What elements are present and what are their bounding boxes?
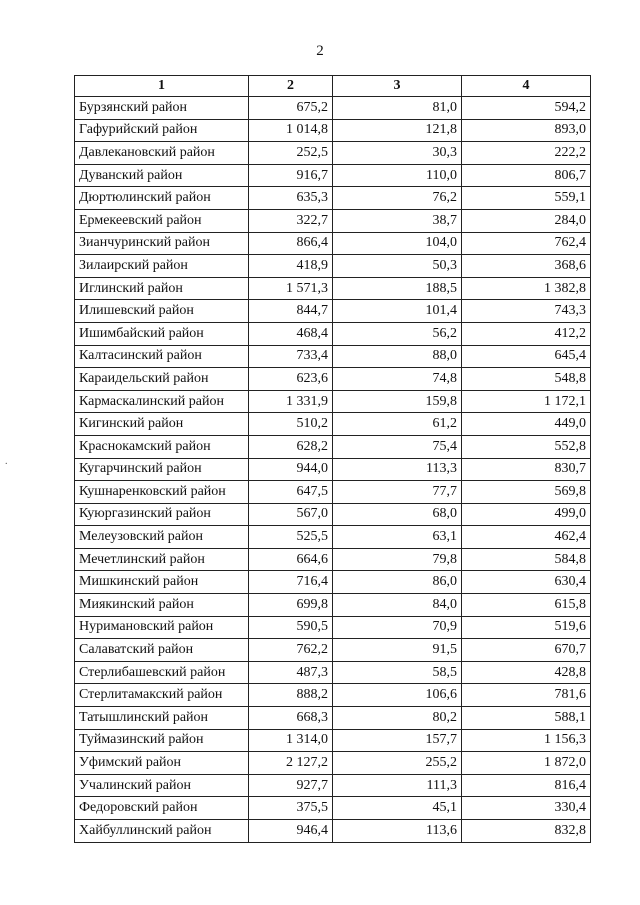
district-name-cell: Иглинский район [75,277,249,300]
district-name-cell: Караидельский район [75,368,249,391]
table-row [75,164,591,187]
value-cell-col3: 63,1 [333,526,462,549]
value-cell-col4: 330,4 [462,797,591,820]
value-cell-col3: 38,7 [333,209,462,232]
district-name-cell: Стерлитамакский район [75,684,249,707]
value-cell-col4: 569,8 [462,481,591,504]
value-cell-col2: 866,4 [249,232,333,255]
value-cell-col2: 668,3 [249,707,333,730]
value-cell-col2: 418,9 [249,255,333,278]
table-row [75,458,591,481]
value-cell-col4: 222,2 [462,142,591,165]
value-cell-col3: 159,8 [333,390,462,413]
value-cell-col4: 743,3 [462,300,591,323]
value-cell-col3: 81,0 [333,97,462,120]
district-name-cell: Туймазинский район [75,729,249,752]
table-row [75,390,591,413]
value-cell-col2: 1 571,3 [249,277,333,300]
table-row [75,616,591,639]
value-cell-col4: 428,8 [462,661,591,684]
value-cell-col3: 121,8 [333,119,462,142]
value-cell-col2: 927,7 [249,774,333,797]
value-cell-col4: 559,1 [462,187,591,210]
district-name-cell: Татышлинский район [75,707,249,730]
value-cell-col3: 157,7 [333,729,462,752]
table-row [75,481,591,504]
table-row [75,548,591,571]
value-cell-col4: 412,2 [462,322,591,345]
value-cell-col2: 468,4 [249,322,333,345]
district-name-cell: Бурзянский район [75,97,249,120]
table-row [75,119,591,142]
table-row [75,752,591,775]
value-cell-col2: 664,6 [249,548,333,571]
value-cell-col3: 91,5 [333,639,462,662]
value-cell-col4: 1 382,8 [462,277,591,300]
value-cell-col4: 1 156,3 [462,729,591,752]
value-cell-col2: 699,8 [249,594,333,617]
table-row [75,345,591,368]
table-row [75,594,591,617]
value-cell-col4: 806,7 [462,164,591,187]
value-cell-col2: 844,7 [249,300,333,323]
value-cell-col2: 647,5 [249,481,333,504]
district-name-cell: Куюргазинский район [75,503,249,526]
value-cell-col2: 675,2 [249,97,333,120]
district-name-cell: Дюртюлинский район [75,187,249,210]
value-cell-col4: 830,7 [462,458,591,481]
district-name-cell: Ермекеевский район [75,209,249,232]
value-cell-col2: 322,7 [249,209,333,232]
district-name-cell: Давлекановский район [75,142,249,165]
value-cell-col2: 567,0 [249,503,333,526]
value-cell-col3: 68,0 [333,503,462,526]
value-cell-col4: 615,8 [462,594,591,617]
district-name-cell: Мелеузовский район [75,526,249,549]
district-name-cell: Зианчуринский район [75,232,249,255]
table-row [75,232,591,255]
table-row [75,368,591,391]
district-name-cell: Уфимский район [75,752,249,775]
value-cell-col2: 888,2 [249,684,333,707]
value-cell-col4: 645,4 [462,345,591,368]
value-cell-col3: 70,9 [333,616,462,639]
district-name-cell: Миякинский район [75,594,249,617]
value-cell-col3: 76,2 [333,187,462,210]
value-cell-col3: 80,2 [333,707,462,730]
table-row [75,503,591,526]
table-row [75,661,591,684]
value-cell-col3: 188,5 [333,277,462,300]
table-row [75,684,591,707]
value-cell-col2: 487,3 [249,661,333,684]
table-row [75,209,591,232]
value-cell-col2: 525,5 [249,526,333,549]
value-cell-col2: 252,5 [249,142,333,165]
district-name-cell: Илишевский район [75,300,249,323]
district-table [74,75,591,843]
district-name-cell: Кушнаренковский район [75,481,249,504]
value-cell-col4: 368,6 [462,255,591,278]
table-row [75,97,591,120]
value-cell-col2: 716,4 [249,571,333,594]
table-body [75,97,591,843]
value-cell-col3: 79,8 [333,548,462,571]
value-cell-col4: 1 872,0 [462,752,591,775]
value-cell-col3: 45,1 [333,797,462,820]
value-cell-col3: 58,5 [333,661,462,684]
value-cell-col3: 88,0 [333,345,462,368]
value-cell-col4: 1 172,1 [462,390,591,413]
page-number: 2 [316,43,324,59]
value-cell-col2: 1 014,8 [249,119,333,142]
margin-mark: . [5,456,8,467]
table-row [75,729,591,752]
value-cell-col2: 623,6 [249,368,333,391]
value-cell-col2: 635,3 [249,187,333,210]
column-header-1: 1 [75,76,249,97]
value-cell-col2: 628,2 [249,435,333,458]
column-header-3: 3 [333,76,462,97]
district-name-cell: Ишимбайский район [75,322,249,345]
district-name-cell: Кугарчинский район [75,458,249,481]
table-header-row [75,76,591,97]
value-cell-col4: 781,6 [462,684,591,707]
district-name-cell: Гафурийский район [75,119,249,142]
value-cell-col3: 113,3 [333,458,462,481]
district-name-cell: Краснокамский район [75,435,249,458]
value-cell-col4: 284,0 [462,209,591,232]
value-cell-col4: 893,0 [462,119,591,142]
value-cell-col3: 84,0 [333,594,462,617]
value-cell-col4: 449,0 [462,413,591,436]
district-name-cell: Кармаскалинский район [75,390,249,413]
value-cell-col2: 590,5 [249,616,333,639]
value-cell-col3: 61,2 [333,413,462,436]
district-name-cell: Калтасинский район [75,345,249,368]
district-name-cell: Учалинский район [75,774,249,797]
value-cell-col3: 77,7 [333,481,462,504]
value-cell-col4: 816,4 [462,774,591,797]
value-cell-col2: 1 314,0 [249,729,333,752]
table-row [75,322,591,345]
value-cell-col2: 916,7 [249,164,333,187]
value-cell-col4: 832,8 [462,820,591,843]
column-header-4: 4 [462,76,591,97]
value-cell-col4: 594,2 [462,97,591,120]
value-cell-col3: 56,2 [333,322,462,345]
table-row [75,707,591,730]
value-cell-col4: 552,8 [462,435,591,458]
value-cell-col3: 113,6 [333,820,462,843]
value-cell-col3: 111,3 [333,774,462,797]
value-cell-col4: 519,6 [462,616,591,639]
table-row [75,300,591,323]
value-cell-col4: 762,4 [462,232,591,255]
value-cell-col3: 106,6 [333,684,462,707]
district-name-cell: Нуримановский район [75,616,249,639]
table-row [75,639,591,662]
value-cell-col2: 733,4 [249,345,333,368]
value-cell-col2: 2 127,2 [249,752,333,775]
district-name-cell: Зилаирский район [75,255,249,278]
value-cell-col2: 375,5 [249,797,333,820]
value-cell-col4: 588,1 [462,707,591,730]
value-cell-col3: 30,3 [333,142,462,165]
table-row [75,413,591,436]
value-cell-col4: 670,7 [462,639,591,662]
value-cell-col3: 101,4 [333,300,462,323]
value-cell-col3: 110,0 [333,164,462,187]
table-row [75,435,591,458]
value-cell-col4: 548,8 [462,368,591,391]
table-row [75,797,591,820]
value-cell-col4: 630,4 [462,571,591,594]
table-row [75,526,591,549]
value-cell-col3: 75,4 [333,435,462,458]
value-cell-col4: 584,8 [462,548,591,571]
value-cell-col3: 50,3 [333,255,462,278]
value-cell-col2: 1 331,9 [249,390,333,413]
value-cell-col3: 86,0 [333,571,462,594]
value-cell-col3: 255,2 [333,752,462,775]
district-name-cell: Дуванский район [75,164,249,187]
table-row [75,142,591,165]
value-cell-col2: 944,0 [249,458,333,481]
table-row [75,187,591,210]
value-cell-col3: 104,0 [333,232,462,255]
value-cell-col3: 74,8 [333,368,462,391]
district-name-cell: Салаватский район [75,639,249,662]
district-name-cell: Хайбуллинский район [75,820,249,843]
district-name-cell: Стерлибашевский район [75,661,249,684]
table-row [75,255,591,278]
table-row [75,571,591,594]
district-name-cell: Федоровский район [75,797,249,820]
district-name-cell: Мишкинский район [75,571,249,594]
table-row [75,774,591,797]
column-header-2: 2 [249,76,333,97]
district-name-cell: Кигинский район [75,413,249,436]
value-cell-col2: 946,4 [249,820,333,843]
value-cell-col2: 762,2 [249,639,333,662]
value-cell-col4: 462,4 [462,526,591,549]
value-cell-col2: 510,2 [249,413,333,436]
value-cell-col4: 499,0 [462,503,591,526]
district-name-cell: Мечетлинский район [75,548,249,571]
table-row [75,277,591,300]
table-row [75,820,591,843]
